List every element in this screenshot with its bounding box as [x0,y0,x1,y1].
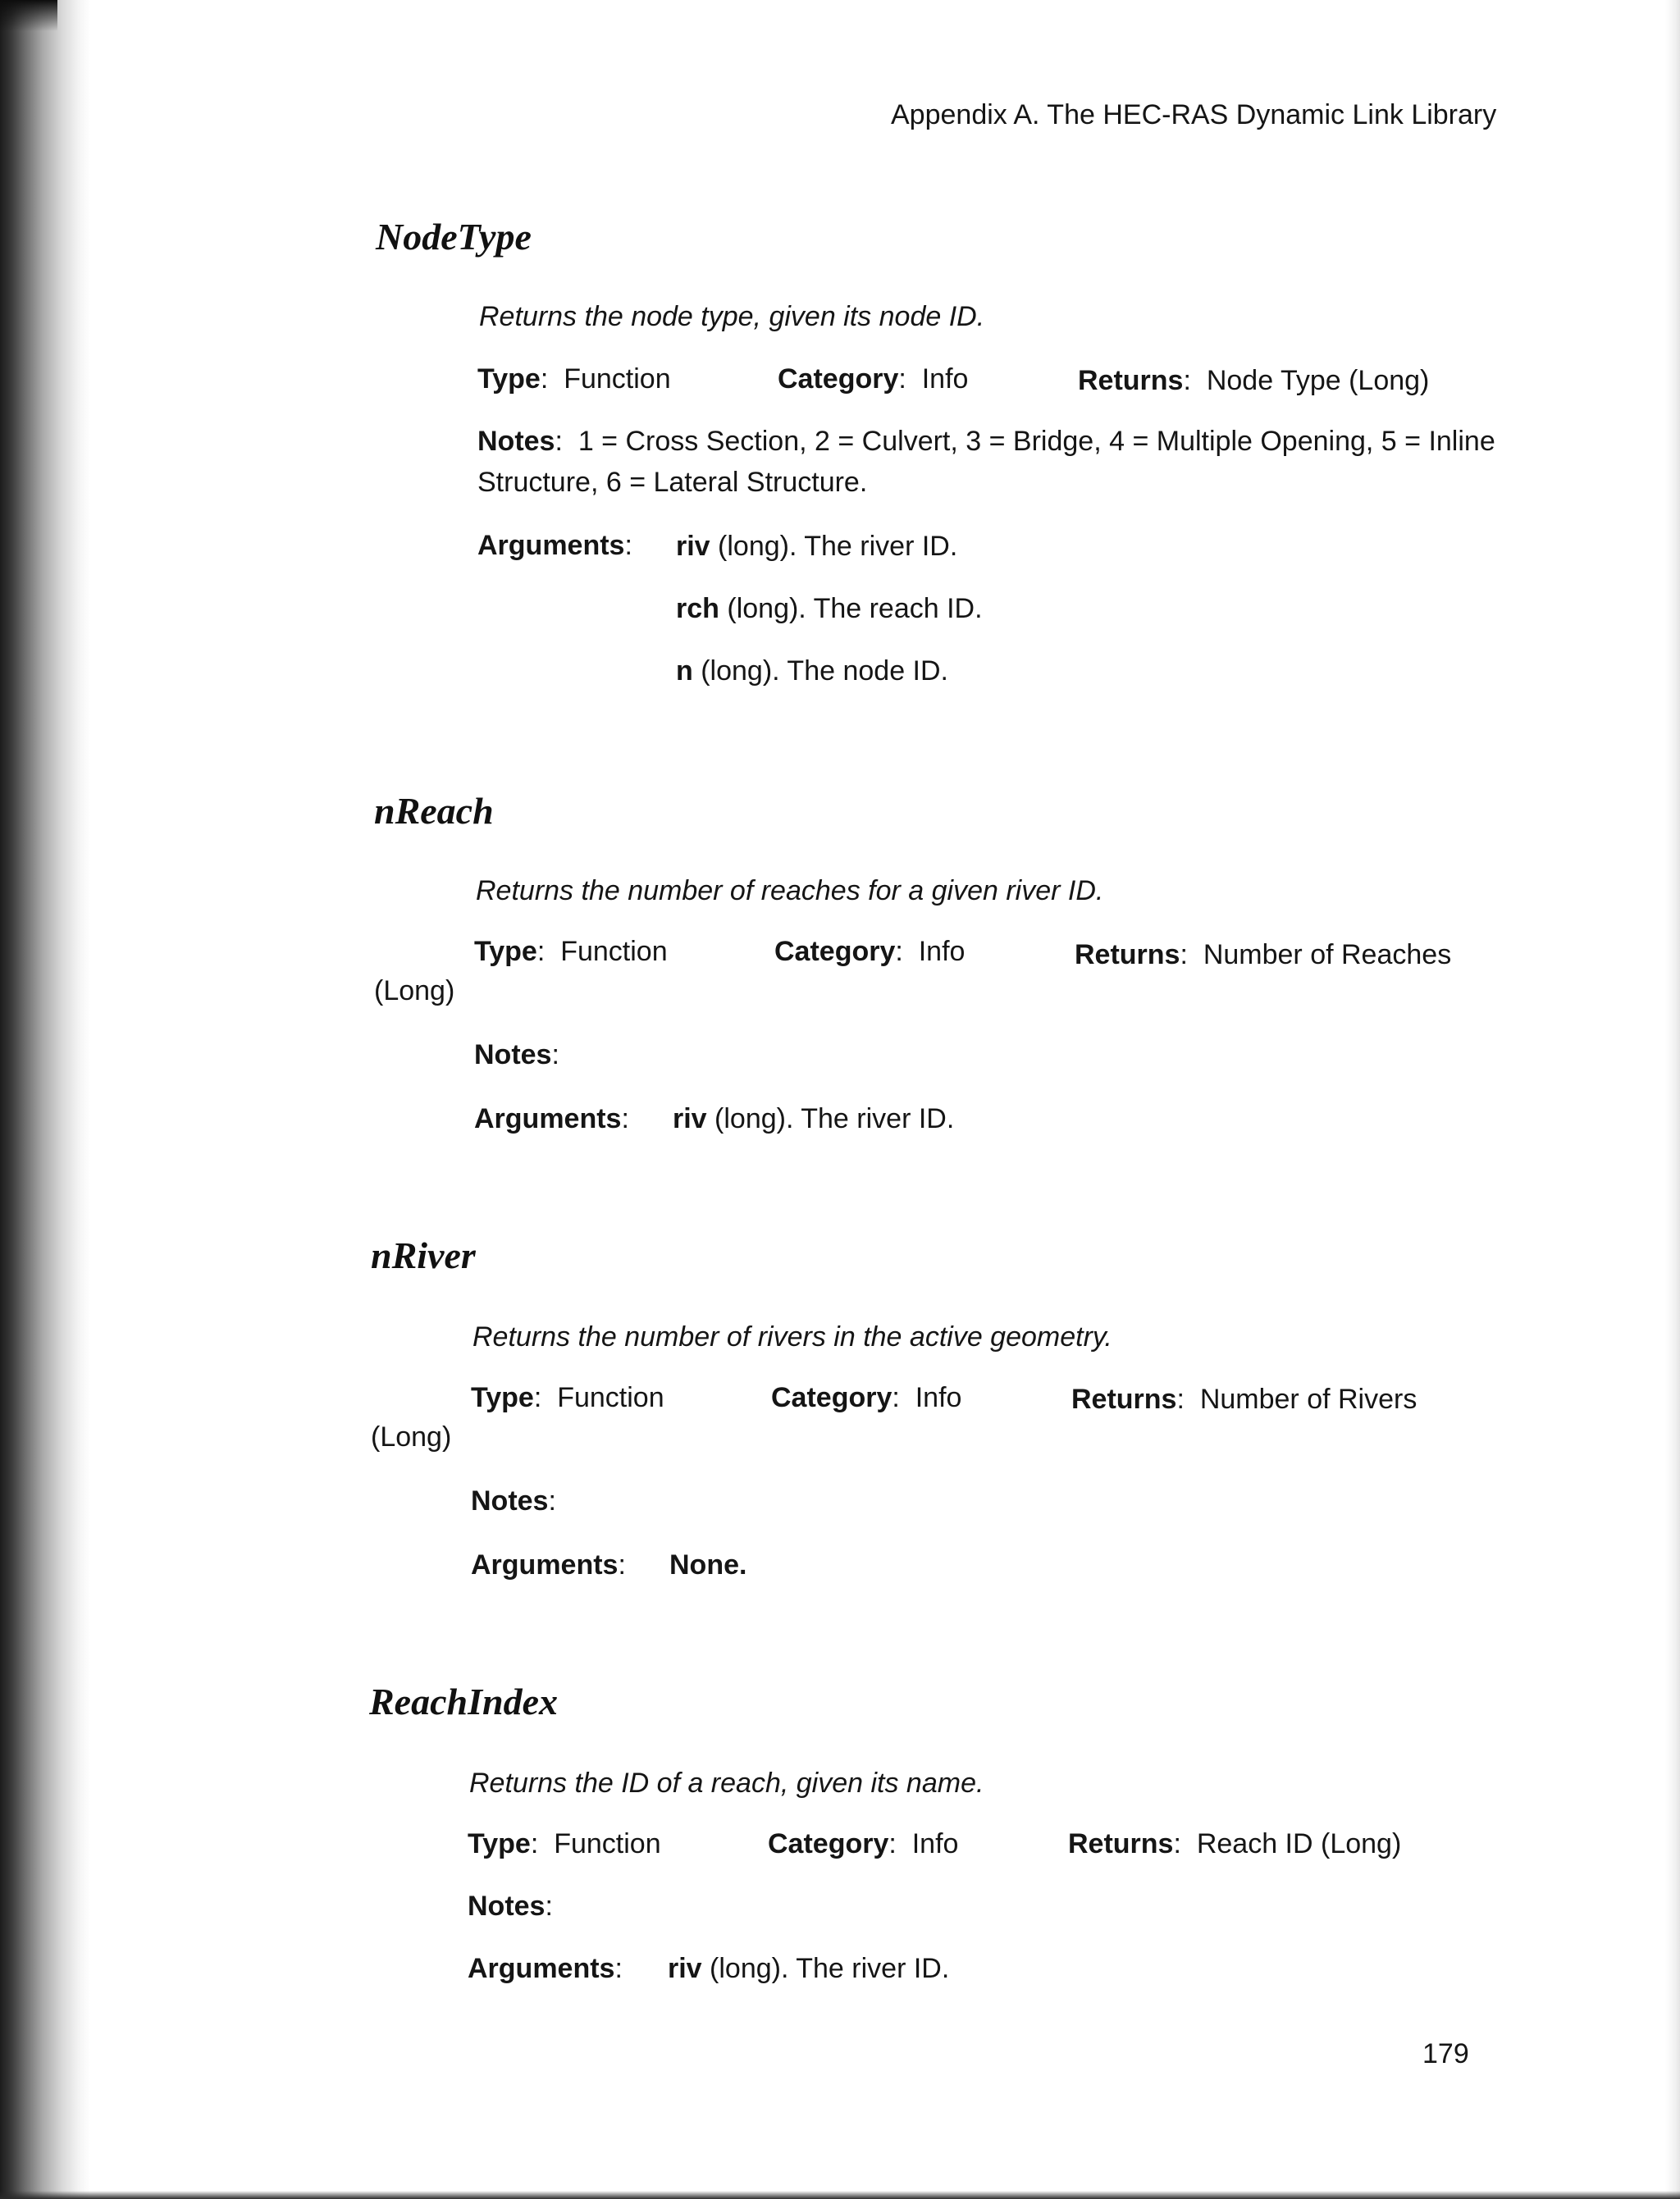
argument-description: (long). The river ID. [710,531,958,562]
section-description-nreach: Returns the number of reaches for a given river ID. [476,875,1104,906]
section-title-nreach: nReach [374,790,494,832]
notes-colon: : [555,426,563,457]
returns-label: Returns [1078,365,1184,396]
notes-field-nriver [471,1485,556,1517]
category-label: Category [774,936,896,967]
arguments-label: Arguments [477,530,625,561]
type-label: Type [474,936,537,967]
category-colon: : [888,1828,897,1859]
type-colon: : [530,1828,539,1859]
returns-label: Returns [1075,939,1180,970]
category-colon: : [895,936,903,967]
category-value: Info [915,1382,962,1413]
notes-label: Notes [474,1039,552,1070]
notes-field-reachindex [468,1890,553,1923]
type-label: Type [477,363,541,395]
category-label: Category [768,1828,889,1859]
category-field-nodetype [778,363,968,395]
arguments-label: Arguments [471,1549,619,1581]
notes-label: Notes [477,426,555,457]
section-description-nodetype: Returns the node type, given its node ID. [479,301,985,332]
running-header: Appendix A. The HEC-RAS Dynamic Link Library [891,99,1497,130]
arguments-field-nriver [471,1549,626,1581]
type-colon: : [536,936,546,967]
page-right-edge [1665,0,1680,2199]
section-title-reachindex: ReachIndex [369,1681,558,1722]
category-value: Info [918,936,966,967]
argument-item [676,592,983,625]
section-description-reachindex: Returns the ID of a reach, given its name. [469,1768,984,1799]
argument-description: (long). The reach ID. [719,593,983,624]
notes-colon: : [545,1891,553,1922]
argument-name: riv [668,1953,702,1984]
type-value: Function [560,936,668,967]
type-value: Function [564,363,671,395]
category-value: Info [921,363,969,395]
arguments-field-nreach [474,1102,629,1135]
type-label: Type [471,1382,534,1413]
category-label: Category [771,1382,892,1413]
arguments-colon: : [621,1103,629,1134]
argument-item [676,655,948,687]
arguments-label: Arguments [474,1103,622,1134]
arguments-none: None. [669,1549,747,1581]
returns-label: Returns [1071,1384,1177,1415]
type-field-reachindex [468,1827,661,1860]
returns-colon: : [1173,1828,1181,1859]
section-title-nriver: nRiver [371,1234,476,1276]
argument-description: (long). The node ID. [692,655,948,687]
notes-text-line1: 1 = Cross Section, 2 = Culvert, 3 = Bridge, 4 = Multiple Opening, 5 = Inline [578,426,1495,457]
argument-item [676,530,957,563]
category-field-nriver [771,1381,961,1414]
category-colon: : [898,363,906,395]
argument-item [673,1102,954,1135]
type-value: Function [554,1828,661,1859]
returns-value: Number of Rivers [1199,1384,1418,1415]
returns-colon: : [1180,939,1188,970]
arguments-colon: : [614,1953,623,1984]
binding-corner-shadow [0,0,57,31]
returns-wrap-nriver: (Long) [371,1421,452,1453]
returns-field-reachindex [1068,1827,1401,1860]
returns-colon: : [1183,365,1191,396]
notes-label: Notes [468,1891,546,1922]
type-field-nreach [474,935,668,968]
argument-name: riv [676,531,710,562]
arguments-colon: : [618,1549,626,1581]
category-value: Info [911,1828,959,1859]
type-field-nodetype [477,363,671,395]
argument-name: rch [676,593,719,624]
argument-description: (long). The river ID. [706,1103,955,1134]
notes-text-line2-nodetype: Structure, 6 = Lateral Structure. [477,467,868,498]
notes-field-nodetype [477,425,1495,458]
category-field-nreach [774,935,965,968]
type-colon: : [540,363,549,395]
returns-value: Node Type (Long) [1206,365,1430,396]
returns-wrap-nreach: (Long) [374,975,455,1006]
arguments-colon: : [624,530,632,561]
page-bottom-edge [0,2191,1680,2199]
type-label: Type [468,1828,531,1859]
arguments-field-reachindex [468,1952,623,1985]
returns-field-nodetype [1078,364,1429,397]
returns-colon: : [1176,1384,1185,1415]
returns-label: Returns [1068,1828,1174,1859]
category-label: Category [778,363,899,395]
returns-field-nriver [1071,1383,1417,1416]
returns-field-nreach [1075,938,1451,971]
notes-label: Notes [471,1485,549,1517]
notes-colon: : [548,1485,556,1517]
notes-field-nreach [474,1038,559,1071]
type-value: Function [557,1382,664,1413]
arguments-field-nodetype [477,529,632,562]
section-title-nodetype: NodeType [376,216,532,258]
argument-name: riv [673,1103,707,1134]
argument-item [668,1952,949,1985]
binding-shadow [0,0,90,2199]
page-number: 179 [1422,2038,1469,2069]
argument-name: n [676,655,693,687]
notes-colon: : [551,1039,559,1070]
category-colon: : [892,1382,900,1413]
section-description-nriver: Returns the number of rivers in the active geometry. [472,1321,1112,1353]
type-colon: : [533,1382,542,1413]
category-field-reachindex [768,1827,958,1860]
type-field-nriver [471,1381,664,1414]
returns-value: Reach ID (Long) [1196,1828,1402,1859]
returns-value: Number of Reaches [1203,939,1452,970]
arguments-label: Arguments [468,1953,615,1984]
argument-description: (long). The river ID. [701,1953,950,1984]
